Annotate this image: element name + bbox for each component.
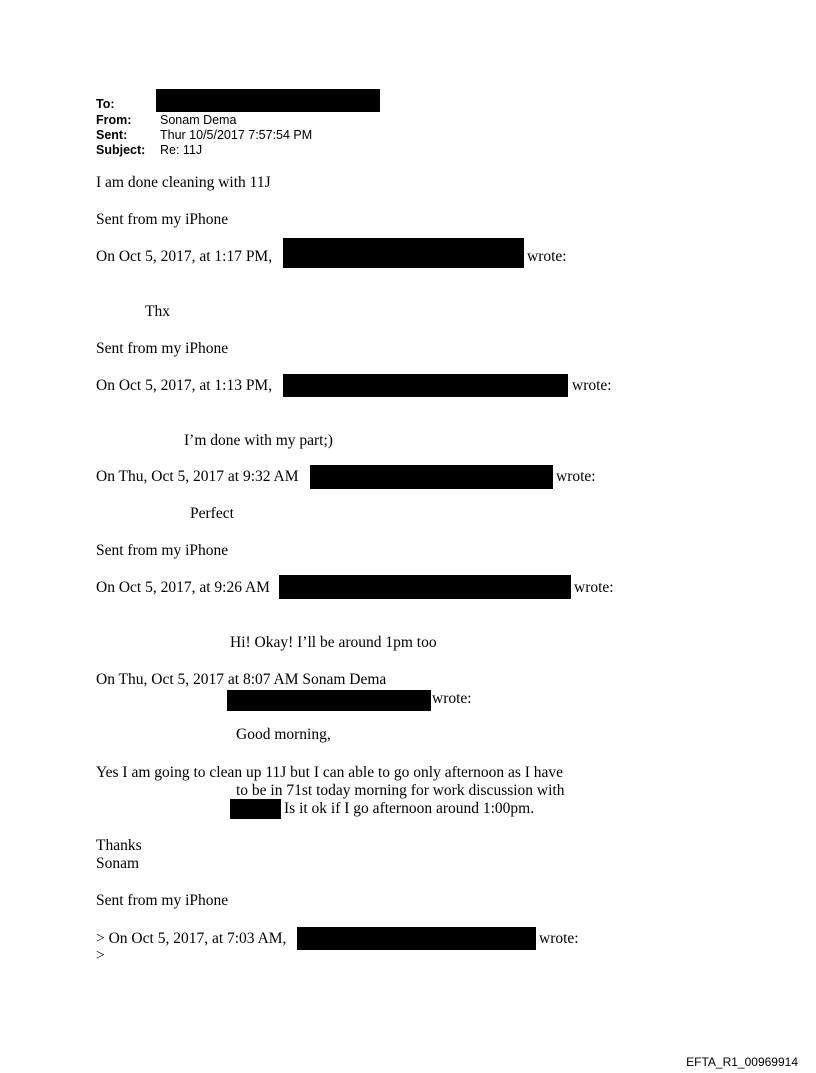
sent-value: Thur 10/5/2017 7:57:54 PM bbox=[160, 128, 313, 142]
body-line: Sonam bbox=[96, 855, 140, 872]
header-to bbox=[96, 97, 160, 112]
body-line: Good morning, bbox=[236, 726, 331, 743]
quote-wrote: wrote: bbox=[432, 690, 472, 707]
quote-wrote: wrote: bbox=[539, 930, 579, 947]
quote-wrote: wrote: bbox=[572, 377, 612, 394]
redaction-sender bbox=[297, 927, 536, 950]
quote-wrote: wrote: bbox=[556, 468, 596, 485]
body-line: to be in 71st today morning for work discussion with bbox=[236, 782, 565, 799]
to-label: To: bbox=[96, 97, 115, 111]
signature-line: Sent from my iPhone bbox=[96, 211, 229, 228]
body-line: I am done cleaning with 11J bbox=[96, 174, 271, 191]
quote-header: On Oct 5, 2017, at 1:13 PM, bbox=[96, 377, 273, 394]
body-line: I’m done with my part;) bbox=[184, 432, 333, 449]
redaction-sender bbox=[283, 238, 524, 268]
redaction-to bbox=[156, 89, 380, 112]
quote-header: > On Oct 5, 2017, at 7:03 AM, bbox=[96, 930, 287, 947]
quote-header: On Oct 5, 2017, at 9:26 AM bbox=[96, 579, 270, 596]
header-from bbox=[96, 113, 236, 128]
quote-header: On Thu, Oct 5, 2017 at 9:32 AM bbox=[96, 468, 299, 485]
body-line: Perfect bbox=[190, 505, 234, 522]
signature-line: Sent from my iPhone bbox=[96, 542, 229, 559]
redaction-sender bbox=[283, 374, 568, 397]
redaction-sender bbox=[279, 575, 571, 599]
body-line: Hi! Okay! I’ll be around 1pm too bbox=[230, 634, 437, 651]
header-sent bbox=[96, 128, 312, 143]
quote-wrote: wrote: bbox=[574, 579, 614, 596]
redaction-name bbox=[230, 799, 281, 819]
quote-header: On Oct 5, 2017, at 1:17 PM, bbox=[96, 248, 273, 265]
signature-line: Sent from my iPhone bbox=[96, 340, 229, 357]
from-label: From: bbox=[96, 113, 132, 127]
body-line: Yes I am going to clean up 11J but I can able to go only afternoon as I have bbox=[96, 764, 564, 781]
from-value: Sonam Dema bbox=[160, 113, 237, 127]
quote-wrote: wrote: bbox=[527, 248, 567, 265]
subject-label: Subject: bbox=[96, 143, 146, 157]
body-line: Thx bbox=[145, 303, 170, 320]
subject-value: Re: 11J bbox=[160, 143, 203, 157]
redaction-sender bbox=[310, 465, 553, 489]
sent-label: Sent: bbox=[96, 128, 128, 142]
document-id: EFTA_R1_00969914 bbox=[686, 1055, 798, 1069]
redaction-sender bbox=[227, 690, 431, 711]
header-subject bbox=[96, 143, 202, 158]
signature-line: Sent from my iPhone bbox=[96, 892, 229, 909]
quote-header: On Thu, Oct 5, 2017 at 8:07 AM Sonam Dema bbox=[96, 671, 387, 688]
body-line: Thanks bbox=[96, 837, 142, 854]
body-line: Is it ok if I go afternoon around 1:00pm. bbox=[284, 800, 535, 817]
quote-marker: > bbox=[96, 947, 105, 964]
